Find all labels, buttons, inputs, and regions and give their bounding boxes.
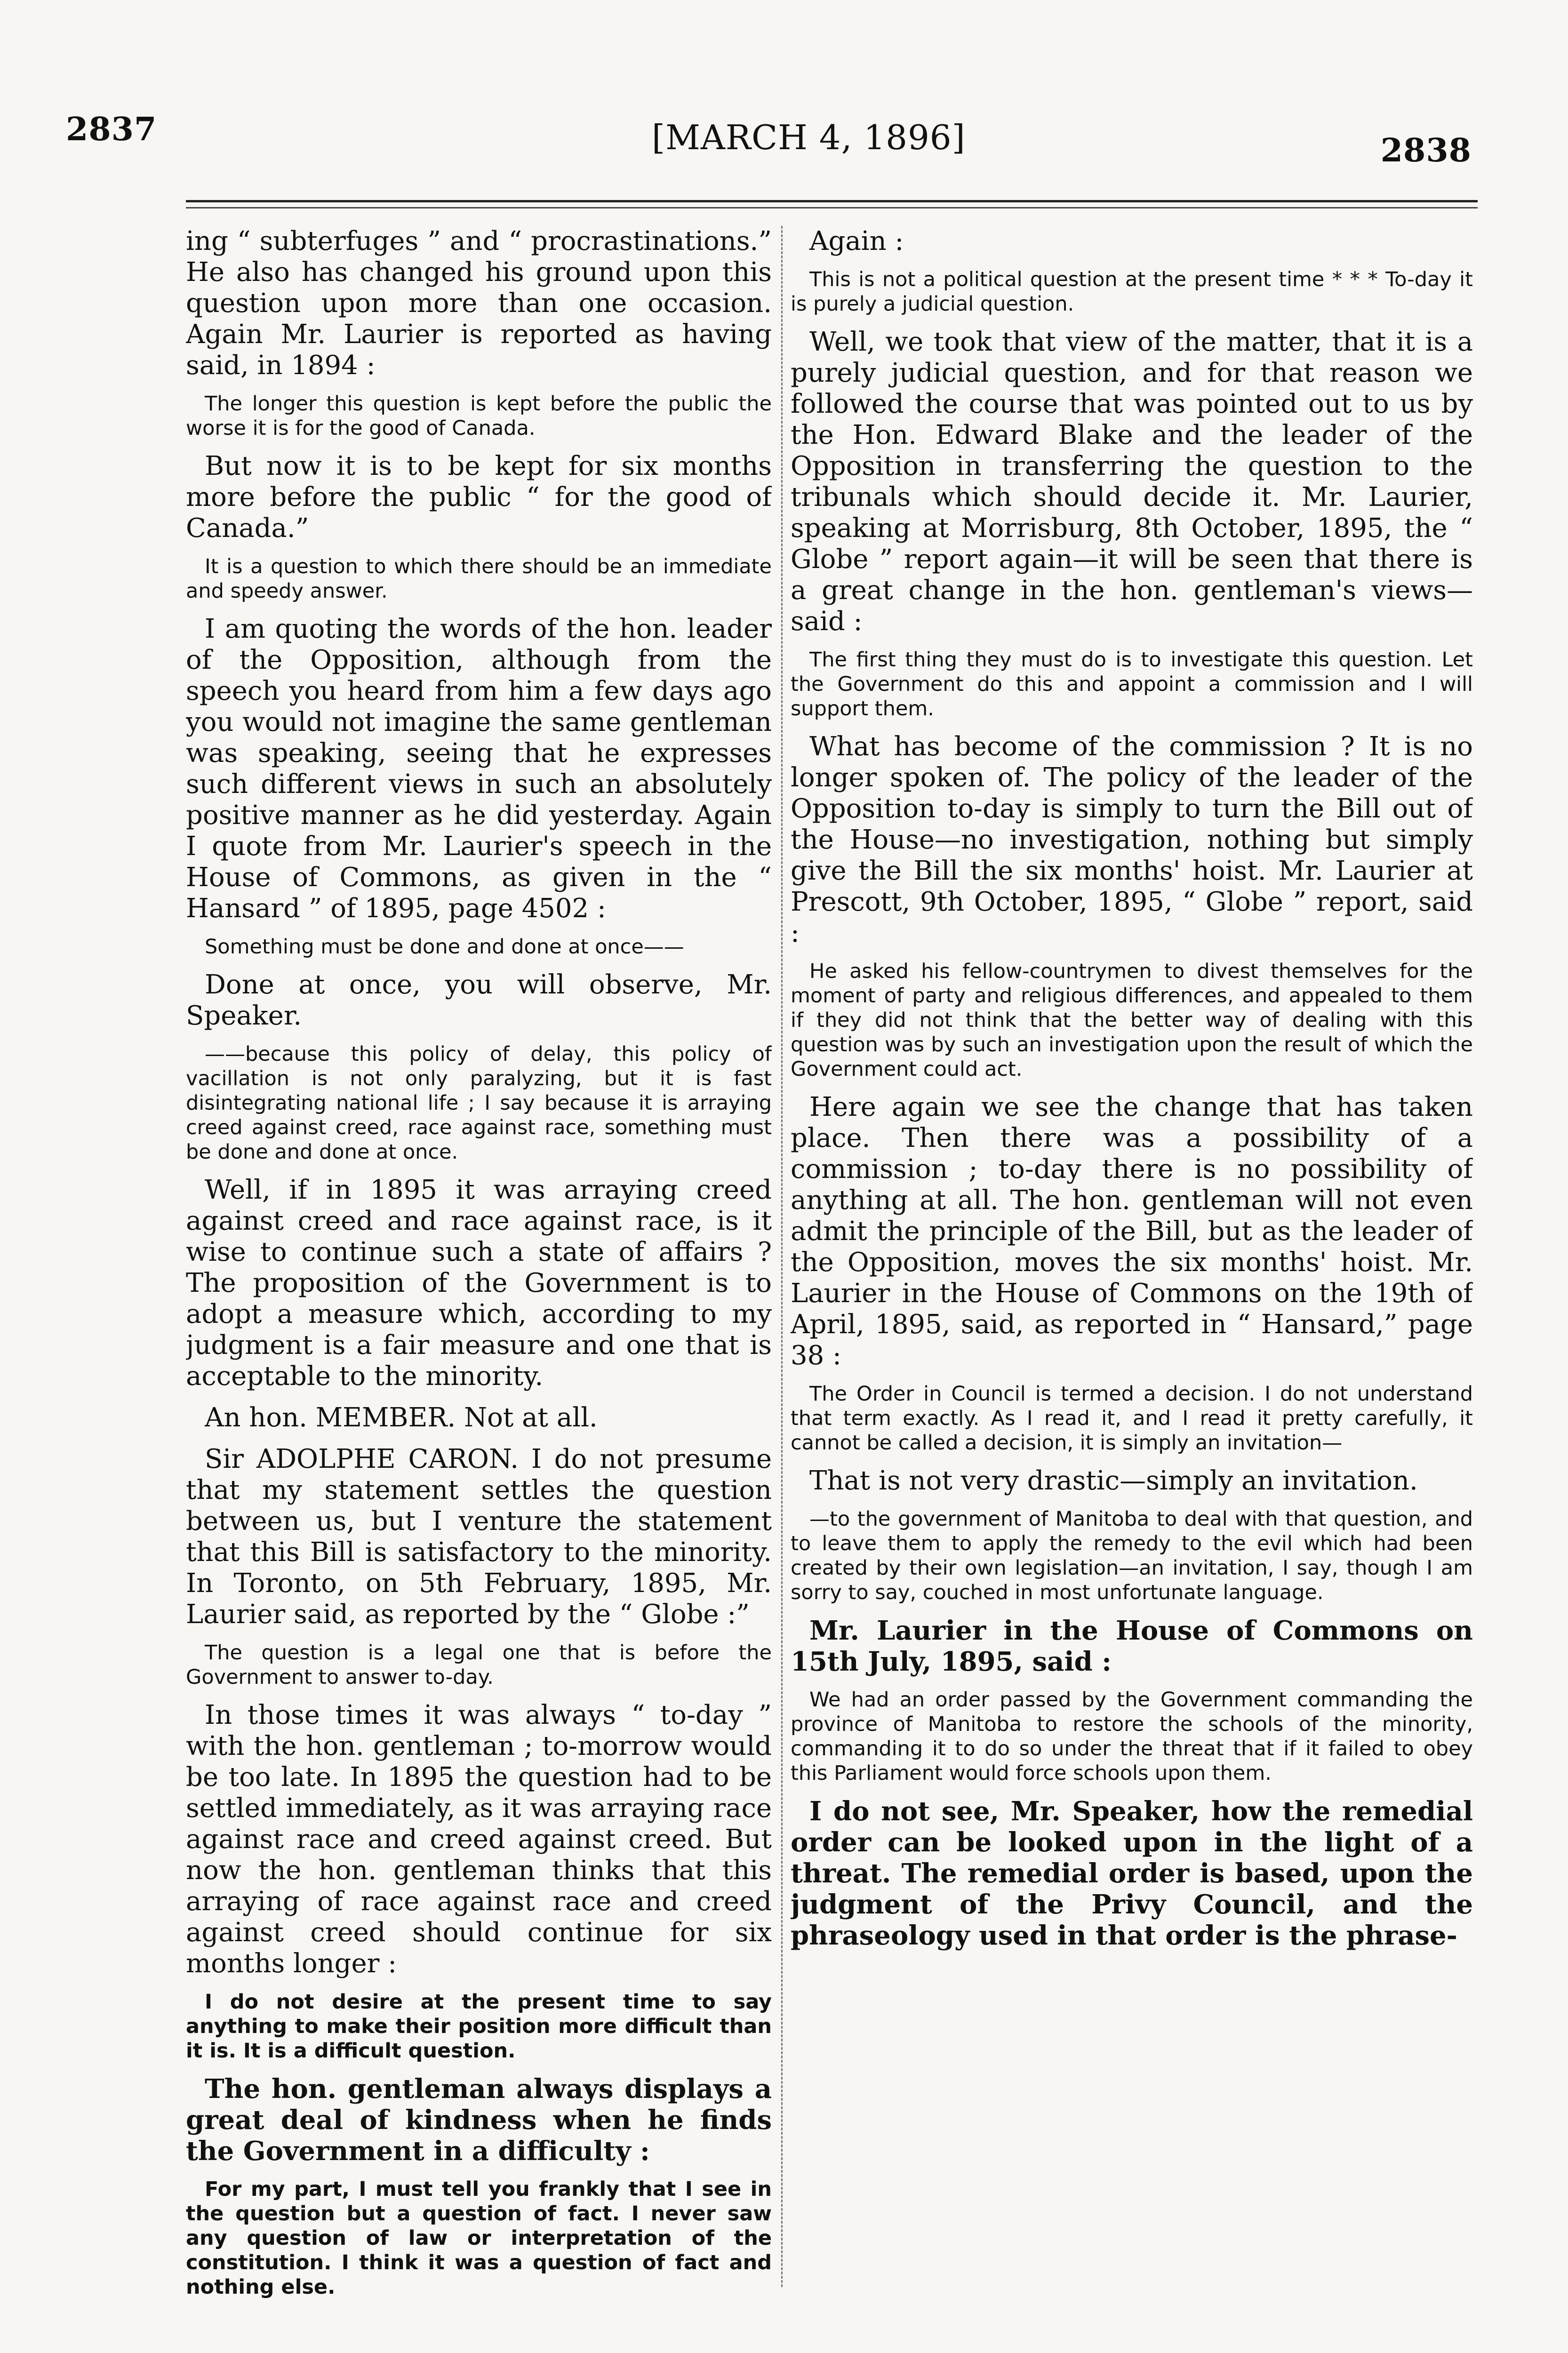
quotation: This is not a political question at the present time * * * To-day it is purely a judicial question. [791, 268, 1473, 316]
header-rule-secondary [186, 207, 1478, 208]
paragraph: I do not see, Mr. Speaker, how the remedial order can be looked upon in the light of a threat. The remedial order is based, upon the judgment of the Privy Council, and the phraseology used in that order is the phrase- [791, 1796, 1473, 1951]
paragraph: Well, if in 1895 it was arraying creed against creed and race against race, is it wise to continue such a state of affairs ? The proposition of the Government is to adopt a measure which, according to my judgment is a fair measure and one that is acceptable to the minority. [186, 1175, 772, 1392]
page-number-right: 2838 [1380, 132, 1472, 169]
paragraph: That is not very drastic—simply an invitation. [809, 1465, 1418, 1496]
page-header [0, 0, 1568, 179]
paragraph: Sir ADOLPHE CARON. I do not presume that my statement settles the question between us, but I venture the statement that this Bill is satisfactory to the minority. In Toronto, on 5th February, 1895, Mr. Laurier said, as reported by the “ Globe :” [186, 1444, 772, 1630]
page-date: [MARCH 4, 1896] [652, 118, 966, 157]
paragraph: ing “ subterfuges ” and “ procrastinations.” He also has changed his ground upon this question upon more than one occasion. Again Mr. Laurier is reported as having said, in 1894 : [186, 226, 772, 381]
quotation: He asked his fellow-countrymen to divest themselves for the moment of party and religious differences, and appealed to them if they did not think that the better way of dealing with this question was by such an investigation upon the result of which the Government could act. [791, 960, 1473, 1081]
quotation: The Order in Council is termed a decision. I do not understand that term exactly. As I read it, and I read it pretty carefully, it cannot be called a decision, it is simply an invitation— [791, 1382, 1473, 1455]
paragraph: Here again we see the change that has taken place. Then there was a possibility of a commission ; to-day there is no possibility of anything at all. The hon. gentleman will not even admit the principle of the Bill, but as the leader of the Opposition, moves the six months' hoist. Mr. Laurier in the House of Commons on the 19th of April, 1895, said, as reported in “ Hansard,” page 38 : [791, 1092, 1473, 1371]
quotation: I do not desire at the present time to say anything to make their position more difficult than it is. It is a difficult question. [186, 1990, 772, 2063]
quotation: —to the government of Manitoba to deal with that question, and to leave them to apply the remedy to the evil which had been created by their own legislation—an invitation, I say, though I am sorry to say, couched in most unfortunate language. [791, 1507, 1473, 1604]
paragraph: Well, we took that view of the matter, that it is a purely judicial question, and for that reason we followed the course that was pointed out to us by the Hon. Edward Blake and the leader of the Opposition in transferring the question to the tribunals which should decide it. Mr. Laurier, speaking at Morrisburg, 8th October, 1895, the “ Globe ” report again—it will be seen that there is a great change in the hon. gentleman's views—said : [791, 327, 1473, 637]
paragraph: Again : [809, 226, 904, 256]
paragraph: In those times it was always “ to-day ” with the hon. gentleman ; to-morrow would be too late. In 1895 the question had to be settled immediately, as it was arraying race against race and creed against creed. But now the hon. gentleman thinks that this arraying of race against race and creed against creed should continue for six months longer : [186, 1700, 772, 1979]
paragraph: I am quoting the words of the hon. leader of the Opposition, although from the speech you heard from him a few days ago you would not imagine the same gentleman was speaking, seeing that he expresses such different views in such an absolutely positive manner as he did yesterday. Again I quote from Mr. Laurier's speech in the House of Commons, as given in the “ Hansard ” of 1895, page 4502 : [186, 614, 772, 924]
quotation: The question is a legal one that is before the Government to answer to-day. [186, 1641, 772, 1689]
quotation: The longer this question is kept before the public the worse it is for the good of Canada. [186, 392, 772, 440]
quotation: The first thing they must do is to investigate this question. Let the Government do this and appoint a commission and I will support them. [791, 648, 1473, 720]
header-rule [186, 200, 1478, 202]
quotation: It is a question to which there should be an immediate and speedy answer. [186, 555, 772, 603]
left-column [186, 226, 772, 2311]
quotation: Something must be done and done at once—— [205, 935, 684, 959]
quotation: We had an order passed by the Government commanding the province of Manitoba to restore the schools of the minority, commanding it to do so under the threat that if it failed to obey this Parliament would force schools upon them. [791, 1688, 1473, 1785]
paragraph: What has become of the commission ? It is no longer spoken of. The policy of the leader of the Opposition to-day is simply to turn the Bill out of the House—no investigation, nothing but simply give the Bill the six months' hoist. Mr. Laurier at Prescott, 9th October, 1895, “ Globe ” report, said : [791, 731, 1473, 948]
quotation: ——because this policy of delay, this policy of vacillation is not only paralyzing, but it is fast disintegrating national life ; I say because it is arraying creed against creed, race against race, something must be done and done at once. [186, 1042, 772, 1164]
paragraph: But now it is to be kept for six months more before the public “ for the good of Canada.” [186, 451, 772, 544]
column-divider [781, 226, 783, 2287]
page-number-left: 2837 [66, 111, 157, 148]
paragraph: Done at once, you will observe, Mr. Speaker. [186, 969, 772, 1031]
paragraph: The hon. gentleman always displays a great deal of kindness when he finds the Government in a difficulty : [186, 2073, 772, 2167]
quotation: For my part, I must tell you frankly that I see in the question but a question of fact. I never saw any question of law or interpretation of the constitution. I think it was a question of fact and nothing else. [186, 2177, 772, 2299]
right-column [791, 226, 1473, 2311]
paragraph: An hon. MEMBER. Not at all. [205, 1402, 598, 1433]
paragraph: Mr. Laurier in the House of Commons on 15th July, 1895, said : [791, 1615, 1473, 1677]
